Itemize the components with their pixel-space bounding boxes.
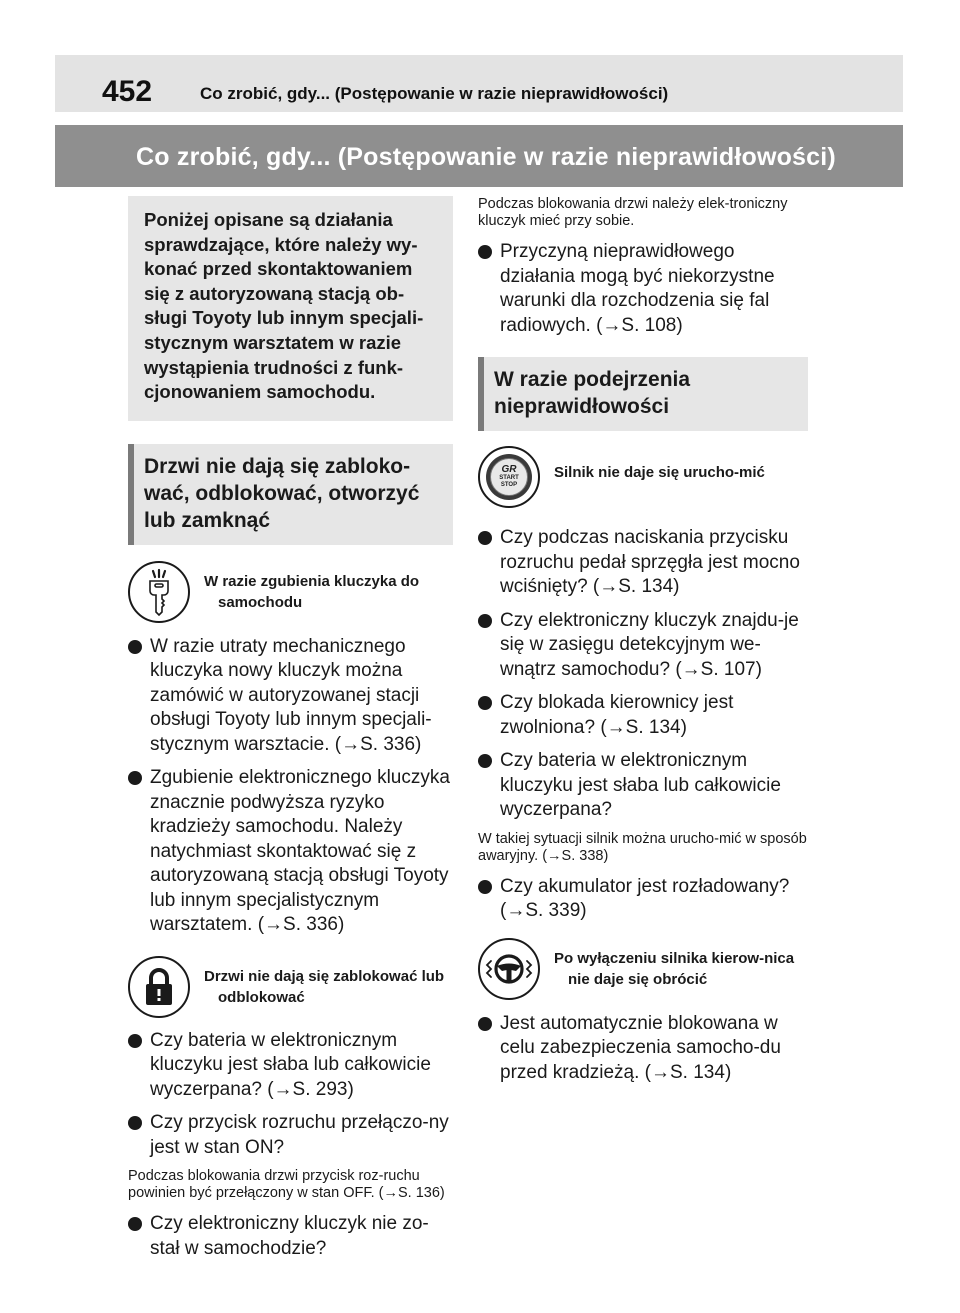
- bullet-icon: [128, 1217, 142, 1231]
- list-item: Przyczyną nieprawidłowego działania mogą być niekorzystne warunki dla rozchodzenia się fal radiowych. (→S. 108): [478, 240, 808, 338]
- bullet-icon: [478, 696, 492, 710]
- engine-start-label: Silnik nie daje się urucho-mić: [554, 463, 765, 481]
- lost-key-label: W razie zgubienia kluczyka do samochodu: [204, 572, 420, 611]
- gr-logo: GR: [501, 464, 517, 475]
- intro-box: Poniżej opisane są działania sprawdzające, które należy wy-konać przed skontaktowaniem się z autoryzowaną stacją ob-sługi Toyoty lub innym specjali-stycznym warsztatem w razie wystąpienia trudności z funk-cjonowaniem samochodu.: [128, 196, 453, 421]
- bullet-icon: [128, 640, 142, 654]
- list-item: W razie utraty mechanicznego kluczyka nowy kluczyk można zamówić w autoryzowanej stacji obsługi Toyoty lub innym specjali-stycznym warsztacie. (→S. 336): [128, 635, 453, 758]
- engine-start-row: [478, 446, 808, 508]
- key-icon: [128, 561, 190, 623]
- running-title: Co zrobić, gdy... (Postępowanie w razie nieprawidłowości): [200, 84, 669, 103]
- right-column: [478, 196, 808, 1085]
- note-text: W takiej sytuacji silnik można urucho-mić w sposób awaryjny. (→S. 338): [478, 830, 807, 864]
- bullet-icon: [478, 245, 492, 259]
- stop-text: STOP: [500, 482, 518, 488]
- list-item: Zgubienie elektronicznego kluczyka znacznie podwyższa ryzyko kradzieży samochodu. Należy natychmiast skontaktować się z autoryzowaną stacją obsługi Toyoty lub innym specjalistycznym warsztatem. (→S. 336): [128, 766, 453, 938]
- door-lock-row: [128, 956, 453, 1018]
- lost-key-row: [128, 561, 453, 623]
- list-item: Czy bateria w elektronicznym kluczyku jest słaba lub całkowicie wyczerpana?: [478, 749, 808, 823]
- list-item: Jest automatycznie blokowana w celu zabezpieczenia samocho-du przed kradzieżą. (→S. 134): [478, 1012, 808, 1086]
- bullet-icon: [478, 880, 492, 894]
- steering-lock-row: [478, 938, 808, 1000]
- list-item: Czy akumulator jest rozładowany? (→S. 339): [478, 875, 808, 924]
- bullet-icon: [478, 614, 492, 628]
- bullet-icon: [478, 754, 492, 768]
- steering-wheel-icon: [478, 938, 540, 1000]
- list-item: Czy bateria w elektronicznym kluczyku jest słaba lub całkowicie wyczerpana? (→S. 293): [128, 1029, 453, 1103]
- list-item: Czy elektroniczny kluczyk nie zo-stał w samochodzie?: [128, 1212, 453, 1261]
- start-text: START: [499, 475, 519, 481]
- bullet-icon: [128, 1034, 142, 1048]
- list-item: Czy przycisk rozruchu przełączo-ny jest w stan ON?: [128, 1111, 453, 1160]
- left-column: [128, 196, 453, 1261]
- note-text: Podczas blokowania drzwi należy elek-troniczny kluczyk mieć przy sobie.: [478, 196, 788, 229]
- section-heading-doors: Drzwi nie dają się zabloko-wać, odblokować, otworzyć lub zamknąć: [128, 444, 453, 545]
- bullet-icon: [478, 531, 492, 545]
- lock-icon: [128, 956, 190, 1018]
- bullet-icon: [478, 1017, 492, 1031]
- steering-lock-label: Po wyłączeniu silnika kierow-nica nie daje się obrócić: [554, 949, 795, 988]
- section-heading-malfunction: W razie podejrzenia nieprawidłowości: [478, 357, 808, 431]
- page-title: Co zrobić, gdy... (Postępowanie w razie nieprawidłowości): [136, 143, 836, 171]
- start-stop-button-icon: [478, 446, 540, 508]
- list-item: Czy blokada kierownicy jest zwolniona? (→S. 134): [478, 691, 808, 740]
- page-number: 452: [102, 75, 153, 108]
- list-item: Czy podczas naciskania przycisku rozruchu pedał sprzęgła jest mocno wciśnięty? (→S. 134): [478, 526, 808, 600]
- bullet-icon: [128, 771, 142, 785]
- door-lock-label: Drzwi nie dają się zablokować lub odblokować: [204, 967, 445, 1006]
- note-text: Podczas blokowania drzwi przycisk roz-ruchu powinien być przełączony w stan OFF. (→S. 136): [128, 1168, 445, 1202]
- bullet-icon: [128, 1116, 142, 1130]
- list-item: Czy elektroniczny kluczyk znajdu-je się w zasięgu detekcyjnym we-wnątrz samochodu? (→S. 107): [478, 609, 808, 683]
